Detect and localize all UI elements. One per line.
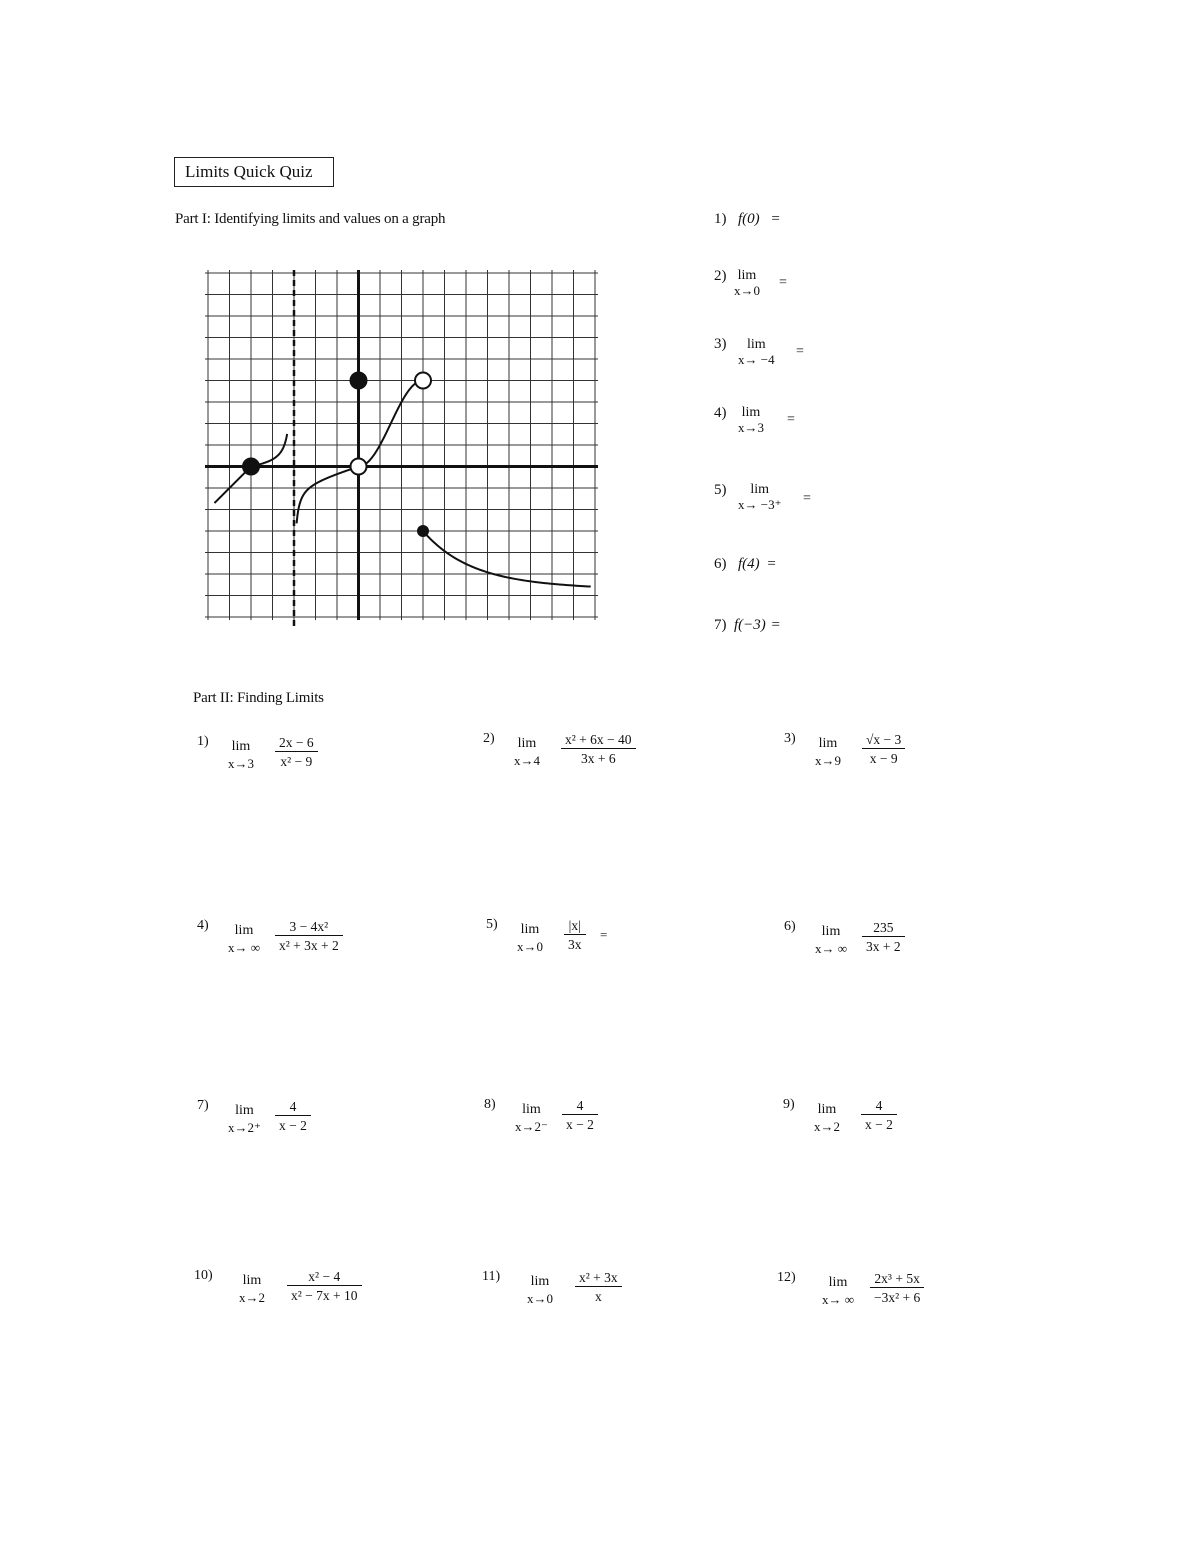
numerator: x² − 4 — [308, 1269, 341, 1284]
open-point — [415, 373, 431, 389]
question-4-limit: lim x→3 — [738, 405, 764, 435]
question-3-limit: lim x→ −4 — [738, 337, 775, 367]
problem-number: 7) — [197, 1098, 209, 1113]
problem-number: 6) — [784, 919, 796, 934]
fraction — [862, 731, 905, 767]
question-4: 4) — [714, 405, 727, 421]
fraction — [287, 1268, 362, 1304]
denominator: x² + 3x + 2 — [275, 935, 343, 954]
denominator: 3x + 6 — [561, 748, 636, 767]
question-3-eq: = — [796, 344, 804, 359]
question-7: 7) f(−3) = — [714, 617, 780, 633]
limit-label: lim x→2⁻ — [515, 1102, 548, 1134]
numerator: x² + 3x — [579, 1270, 618, 1285]
problem-number: 4) — [197, 918, 209, 933]
fraction — [561, 731, 636, 767]
fraction — [862, 919, 905, 955]
fraction — [861, 1097, 897, 1133]
problem-number: 8) — [484, 1097, 496, 1112]
numerator: 2x³ + 5x — [874, 1271, 920, 1286]
limit-label: lim x→2⁺ — [228, 1103, 261, 1135]
limit-label: lim x→0 — [517, 922, 543, 954]
question-5-eq: = — [803, 491, 811, 506]
numerator: 4 — [576, 1098, 584, 1113]
question-6: 6) f(4) = — [714, 556, 776, 572]
closed-point — [417, 525, 429, 537]
limit-label: lim x→ ∞ — [822, 1275, 855, 1307]
question-3: 3) — [714, 336, 727, 352]
question-2: 2) — [714, 268, 727, 284]
numerator: 235 — [873, 920, 894, 935]
question-4-eq: = — [787, 412, 795, 427]
question-1: 1) f(0) = — [714, 211, 780, 227]
limit-label: lim x→9 — [815, 736, 841, 768]
numerator: 2x − 6 — [279, 735, 314, 750]
numerator: √x − 3 — [866, 732, 902, 747]
fraction — [575, 1269, 622, 1305]
quiz-title: Limits Quick Quiz — [174, 157, 334, 187]
denominator: 3x + 2 — [862, 936, 905, 955]
fraction — [275, 1098, 311, 1134]
problem-number: 9) — [783, 1097, 795, 1112]
closed-point — [242, 458, 260, 476]
denominator: 3x — [564, 934, 586, 953]
question-5-limit: lim x→ −3⁺ — [738, 482, 782, 512]
limit-label: lim x→0 — [527, 1274, 553, 1306]
limit-label: lim x→2 — [814, 1102, 840, 1134]
question-5: 5) — [714, 482, 727, 498]
part1-heading: Part I: Identifying limits and values on a graph — [175, 211, 446, 227]
denominator: x − 2 — [275, 1115, 311, 1134]
numerator: 3 − 4x² — [289, 919, 329, 934]
equals-sign: = — [600, 927, 608, 942]
function-graph — [205, 270, 620, 650]
numerator: 4 — [875, 1098, 883, 1113]
problem-number: 1) — [197, 734, 209, 749]
fraction — [275, 734, 318, 770]
fraction — [870, 1270, 924, 1306]
limit-label: lim x→ ∞ — [228, 923, 261, 955]
numerator: |x| — [568, 918, 581, 933]
fraction — [562, 1097, 598, 1133]
problem-number: 3) — [784, 731, 796, 746]
limit-label: lim x→ ∞ — [815, 924, 848, 956]
limit-label: lim x→4 — [514, 736, 540, 768]
fraction — [564, 917, 586, 953]
curve-right-decay — [423, 531, 591, 587]
problem-number: 11) — [482, 1269, 501, 1284]
problem-number: 12) — [777, 1270, 796, 1285]
denominator: x − 2 — [562, 1114, 598, 1133]
question-2-limit: lim x→0 — [734, 268, 760, 298]
denominator: x² − 7x + 10 — [287, 1285, 362, 1304]
numerator: 4 — [289, 1099, 297, 1114]
closed-point — [350, 372, 368, 390]
denominator: x² − 9 — [275, 751, 318, 770]
curve-middle-branch — [297, 467, 359, 524]
numerator: x² + 6x − 40 — [565, 732, 632, 747]
part2-heading: Part II: Finding Limits — [193, 690, 324, 706]
denominator: x − 2 — [861, 1114, 897, 1133]
problem-number: 2) — [483, 731, 495, 746]
open-point — [351, 459, 367, 475]
limit-label: lim x→3 — [228, 739, 254, 771]
fraction — [275, 918, 343, 954]
question-2-eq: = — [779, 275, 787, 290]
denominator: x — [575, 1286, 622, 1305]
problem-number: 5) — [486, 917, 498, 932]
denominator: −3x² + 6 — [870, 1287, 924, 1306]
problem-number: 10) — [194, 1268, 213, 1283]
limit-label: lim x→2 — [239, 1273, 265, 1305]
denominator: x − 9 — [862, 748, 905, 767]
